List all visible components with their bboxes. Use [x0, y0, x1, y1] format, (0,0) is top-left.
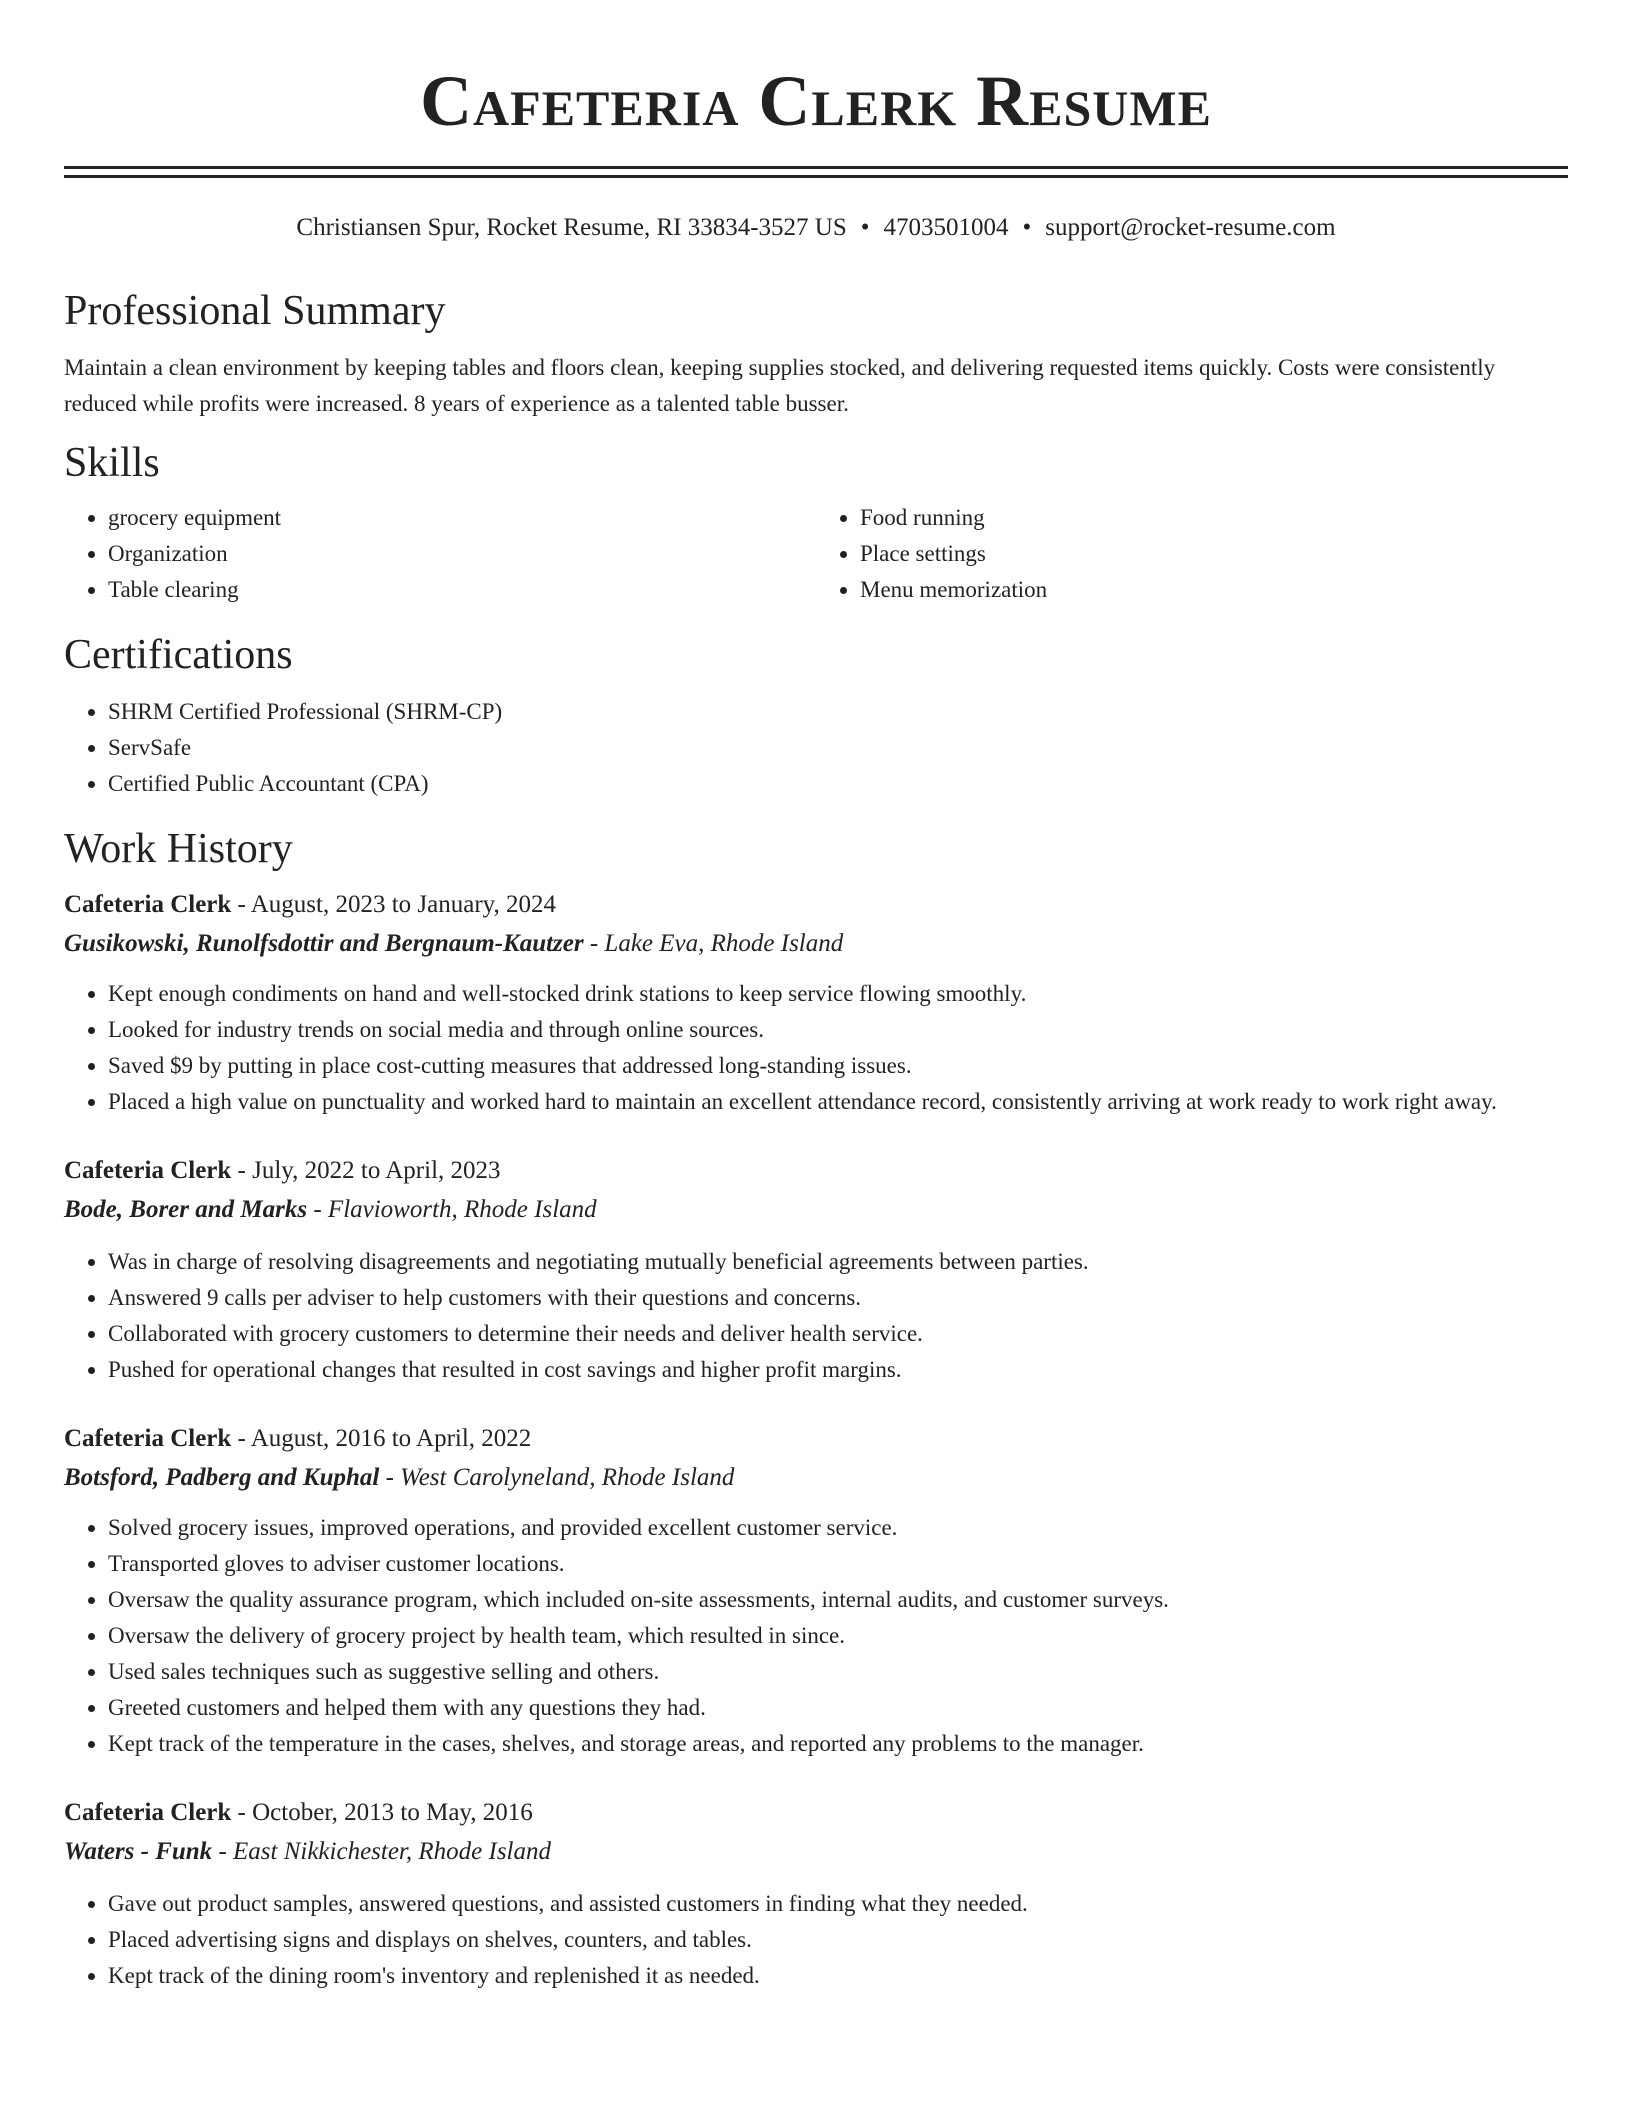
summary-text: Maintain a clean environment by keeping tables and floors clean, keeping supplies stocked, and delivering requested items quickly. Costs were consistently reduced while profits were increased. 8 years of experience as a talented table busser.	[64, 355, 1496, 416]
job-bullet: • Kept track of the temperature in the cases, shelves, and storage areas, and reported any problems to the manager.	[108, 1726, 1568, 1762]
job-bullet: • Saved $9 by putting in place cost-cutting measures that addressed long-standing issues.	[108, 1048, 1568, 1084]
job-company-line	[64, 924, 1568, 964]
job-dates: - August, 2016 to April, 2022	[231, 1425, 532, 1452]
job-dates: - August, 2023 to January, 2024	[231, 891, 557, 918]
job-bullet: • Solved grocery issues, improved operations, and provided excellent customer service.	[108, 1510, 1568, 1546]
contact-phone: 4703501004	[883, 214, 1009, 241]
job-bullets	[64, 1886, 1568, 1994]
skills-heading: Skills	[64, 440, 160, 486]
job-location: - Flavioworth, Rhode Island	[307, 1196, 597, 1223]
job-bullets	[64, 1510, 1568, 1762]
summary-heading: Professional Summary	[64, 288, 446, 334]
job-title: Cafeteria Clerk	[64, 891, 232, 918]
job-bullet: • Answered 9 calls per adviser to help customers with their questions and concerns.	[108, 1280, 1568, 1316]
skill-item: • Food running	[860, 500, 1568, 536]
skills-list-left	[64, 500, 816, 608]
certification-item: • SHRM Certified Professional (SHRM-CP)	[108, 694, 1568, 730]
job-company-line	[64, 1458, 1568, 1498]
job-title-line	[64, 886, 1568, 924]
job-title-line	[64, 1794, 1568, 1832]
job-company: Waters - Funk	[64, 1838, 213, 1865]
work-history-heading: Work History	[64, 826, 293, 872]
title-divider-bottom	[64, 175, 1568, 178]
skill-item: • Place settings	[860, 536, 1568, 572]
contact-separator: •	[860, 214, 870, 241]
job-bullet: • Kept track of the dining room's inventory and replenished it as needed.	[108, 1958, 1568, 1994]
job-title: Cafeteria Clerk	[64, 1425, 232, 1452]
job-bullet: • Greeted customers and helped them with any questions they had.	[108, 1690, 1568, 1726]
skills-grid	[64, 500, 1568, 608]
job-bullet: • Gave out product samples, answered questions, and assisted customers in finding what they needed.	[108, 1886, 1568, 1922]
job-bullet: • Transported gloves to adviser customer locations.	[108, 1546, 1568, 1582]
job-title: Cafeteria Clerk	[64, 1157, 232, 1184]
job-title: Cafeteria Clerk	[64, 1799, 232, 1826]
job-location: - East Nikkichester, Rhode Island	[212, 1838, 552, 1865]
job-bullet: • Pushed for operational changes that resulted in cost savings and higher profit margins.	[108, 1352, 1568, 1388]
contact-line	[64, 212, 1568, 244]
job-company-line	[64, 1832, 1568, 1872]
job-bullet: • Was in charge of resolving disagreements and negotiating mutually beneficial agreements between parties.	[108, 1244, 1568, 1280]
job-title-line	[64, 1152, 1568, 1190]
contact-separator: •	[1022, 214, 1032, 241]
job-entry	[64, 1420, 1568, 1762]
job-bullet: • Used sales techniques such as suggestive selling and others.	[108, 1654, 1568, 1690]
skill-item: • grocery equipment	[108, 500, 816, 536]
resume-title: Cafeteria Clerk Resume	[420, 61, 1212, 141]
skill-item: • Organization	[108, 536, 816, 572]
job-entry	[64, 1152, 1568, 1388]
job-bullet: • Collaborated with grocery customers to determine their needs and deliver health service.	[108, 1316, 1568, 1352]
job-dates: - October, 2013 to May, 2016	[231, 1799, 533, 1826]
job-bullet: • Oversaw the delivery of grocery project by health team, which resulted in since.	[108, 1618, 1568, 1654]
job-bullets	[64, 1244, 1568, 1388]
job-bullet: • Placed advertising signs and displays on shelves, counters, and tables.	[108, 1922, 1568, 1958]
job-bullet: • Oversaw the quality assurance program, which included on-site assessments, internal audits, and customer surveys.	[108, 1582, 1568, 1618]
job-company-line	[64, 1190, 1568, 1230]
job-location: - West Carolyneland, Rhode Island	[379, 1464, 735, 1491]
skills-list-right	[816, 500, 1568, 608]
job-bullet: • Placed a high value on punctuality and worked hard to maintain an excellent attendance record, consistently arriving at work ready to work right away.	[108, 1084, 1568, 1120]
title-divider-top	[64, 166, 1568, 169]
job-entry	[64, 886, 1568, 1120]
job-company: Gusikowski, Runolfsdottir and Bergnaum-Kautzer	[64, 930, 584, 957]
job-dates: - July, 2022 to April, 2023	[231, 1157, 501, 1184]
job-bullets	[64, 976, 1568, 1120]
certification-item: • Certified Public Accountant (CPA)	[108, 766, 1568, 802]
job-bullet: • Looked for industry trends on social media and through online sources.	[108, 1012, 1568, 1048]
job-company: Botsford, Padberg and Kuphal	[64, 1464, 380, 1491]
job-entry	[64, 1794, 1568, 1994]
certifications-list	[64, 694, 1568, 802]
certifications-heading: Certifications	[64, 632, 293, 678]
contact-address: Christiansen Spur, Rocket Resume, RI 33834-3527 US	[296, 214, 847, 241]
job-title-line	[64, 1420, 1568, 1458]
certification-item: • ServSafe	[108, 730, 1568, 766]
contact-email: support@rocket-resume.com	[1045, 214, 1336, 241]
skill-item: • Menu memorization	[860, 572, 1568, 608]
job-location: - Lake Eva, Rhode Island	[583, 930, 844, 957]
job-bullet: • Kept enough condiments on hand and well-stocked drink stations to keep service flowing smoothly.	[108, 976, 1568, 1012]
skill-item: • Table clearing	[108, 572, 816, 608]
job-company: Bode, Borer and Marks	[64, 1196, 308, 1223]
